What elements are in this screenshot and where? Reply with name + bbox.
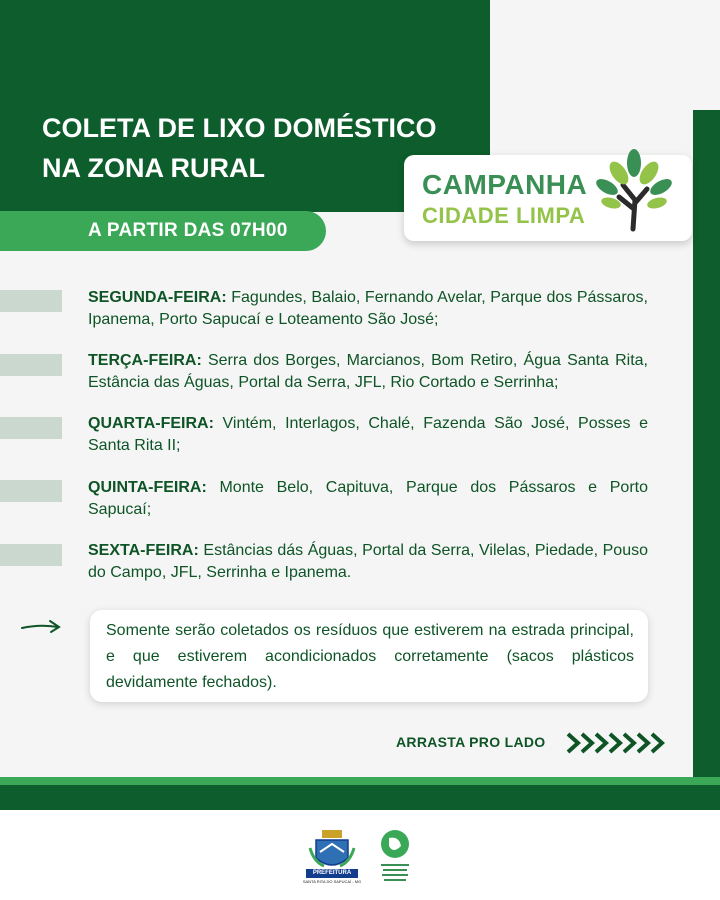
start-time-badge xyxy=(0,211,326,251)
right-accent-bar xyxy=(693,110,720,782)
campaign-logo-line2: CIDADE LIMPA xyxy=(422,203,586,228)
schedule-item-friday xyxy=(88,540,648,584)
day-label: QUARTA-FEIRA: xyxy=(88,415,214,432)
day-places: Serra dos Borges, Marcianos, Bom Retiro, Água Santa Rita, Estância das Águas, Portal da Serra, JFL, Rio Cortado e Serrinha; xyxy=(88,352,648,391)
footer-stripe-light xyxy=(0,777,720,785)
schedule-item-monday xyxy=(88,287,648,331)
campaign-logo-line1: CAMPANHA xyxy=(422,169,588,200)
day-places: Fagundes, Balaio, Fernando Avelar, Parque dos Pássaros, Ipanema, Porto Sapucaí e Loteamento São José; xyxy=(88,289,648,328)
day-places: Vintém, Interlagos, Chalé, Fazenda São José, Posses e Santa Rita II; xyxy=(88,415,648,454)
list-marker xyxy=(0,417,62,439)
day-label: TERÇA-FEIRA: xyxy=(88,352,202,369)
campaign-logo xyxy=(404,155,692,241)
day-label: SEXTA-FEIRA: xyxy=(88,542,199,559)
tree-icon xyxy=(589,145,679,235)
day-label: SEGUNDA-FEIRA: xyxy=(88,289,227,306)
note-box xyxy=(90,610,648,702)
note-text: Somente serão coletados os resíduos que estiverem na estrada principal, e que estiverem acondicionados corretamente (sacos plásticos devidamente fechados). xyxy=(106,622,634,691)
secretaria-logo-icon xyxy=(377,828,413,888)
list-marker xyxy=(0,544,62,566)
schedule-item-wednesday xyxy=(88,413,648,457)
list-marker xyxy=(0,290,62,312)
list-marker xyxy=(0,354,62,376)
footer-stripe-dark xyxy=(0,785,720,810)
chevrons-right-icon xyxy=(566,731,670,755)
prefeitura-label: PREFEITURA xyxy=(306,869,358,878)
list-marker xyxy=(0,480,62,502)
swipe-label: ARRASTA PRO LADO xyxy=(396,734,546,750)
title-line-2: NA ZONA RURAL xyxy=(42,153,265,183)
title-line-1: COLETA DE LIXO DOMÉSTICO xyxy=(42,113,437,143)
arrow-right-icon xyxy=(20,618,62,634)
schedule-item-thursday xyxy=(88,477,648,521)
day-label: QUINTA-FEIRA: xyxy=(88,479,207,496)
prefeitura-sub: SANTA RITA DO SAPUCAÍ - MG xyxy=(302,879,362,884)
schedule-item-tuesday xyxy=(88,350,648,394)
day-places: Estâncias dás Águas, Portal da Serra, Vilelas, Piedade, Pouso do Campo, JFL, Serrinha e Ipanema. xyxy=(88,542,648,581)
start-time-label: A PARTIR DAS 07H00 xyxy=(88,220,288,241)
day-places: Monte Belo, Capituva, Parque dos Pássaros e Porto Sapucaí; xyxy=(88,479,648,518)
footer xyxy=(0,810,720,900)
